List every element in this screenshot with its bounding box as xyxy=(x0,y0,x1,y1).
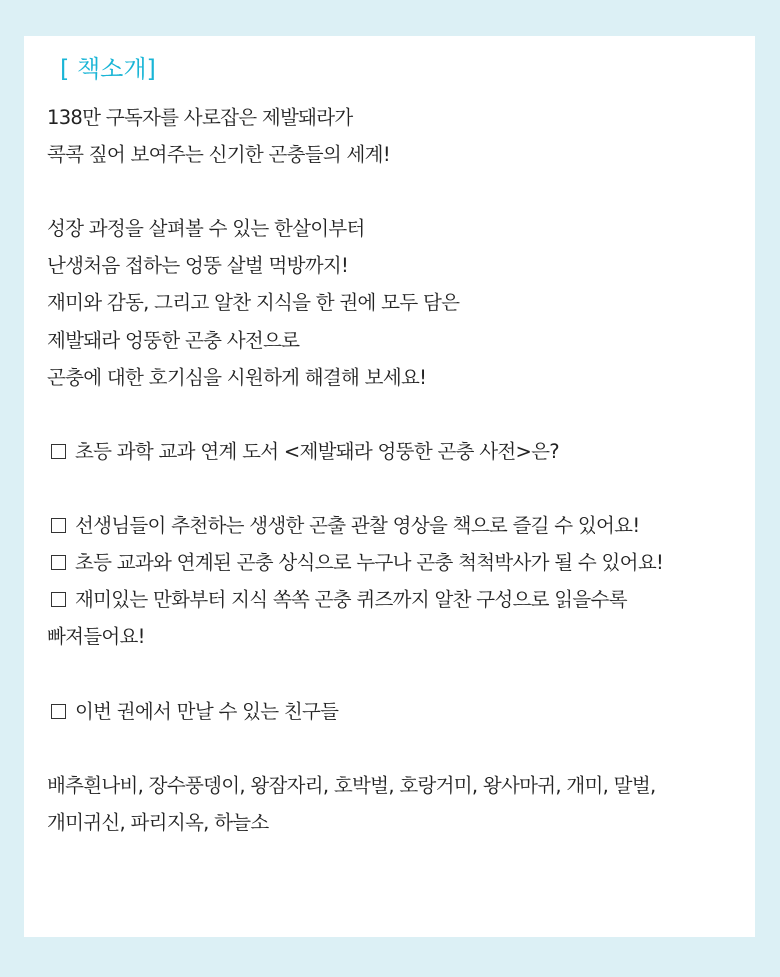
spacer xyxy=(47,173,747,210)
question-item xyxy=(47,433,747,470)
book-intro-card xyxy=(24,36,755,937)
intro-line-2: 콕콕 짚어 보여주는 신기한 곤충들의 세계! xyxy=(47,143,390,167)
feature-item xyxy=(47,581,747,618)
checkbox-icon xyxy=(51,592,66,607)
question-text: 초등 과학 교과 연계 도서 <제발돼라 엉뚱한 곤충 사전>은? xyxy=(75,439,559,463)
friends-list-line-2: 개미귀신, 파리지옥, 하늘소 xyxy=(47,810,269,834)
checkbox-icon xyxy=(51,518,66,533)
checkbox-icon xyxy=(51,555,66,570)
paragraph-line-4: 제발돼라 엉뚱한 곤충 사전으로 xyxy=(47,328,300,352)
feature-item xyxy=(47,507,747,544)
section-heading: [ 책소개] xyxy=(60,55,156,83)
checkbox-icon xyxy=(51,704,66,719)
friends-heading-text: 이번 권에서 만날 수 있는 친구들 xyxy=(75,699,339,723)
spacer xyxy=(47,655,747,692)
paragraph-line-5: 곤충에 대한 호기심을 시원하게 해결해 보세요! xyxy=(47,365,427,389)
checkbox-icon xyxy=(51,444,66,459)
friends-list-line-1: 배추흰나비, 장수풍뎅이, 왕잠자리, 호박벌, 호랑거미, 왕사마귀, 개미, 말벌, xyxy=(47,773,656,797)
paragraph-line-3: 재미와 감동, 그리고 알찬 지식을 한 권에 모두 담은 xyxy=(47,291,460,315)
feature-item xyxy=(47,544,747,581)
intro-line-1: 138만 구독자를 사로잡은 제발돼라가 xyxy=(47,106,353,129)
spacer xyxy=(47,470,747,507)
paragraph-line-2: 난생처음 접하는 엉뚱 살벌 먹방까지! xyxy=(47,254,349,278)
friends-heading-item xyxy=(47,693,747,730)
feature-continuation: 빠져들어요! xyxy=(47,625,145,649)
feature-text: 선생님들이 추천하는 생생한 곤출 관찰 영상을 책으로 즐길 수 있어요! xyxy=(75,514,640,538)
feature-text: 초등 교과와 연계된 곤충 상식으로 누구나 곤충 척척박사가 될 수 있어요! xyxy=(75,551,664,575)
feature-text: 재미있는 만화부터 지식 쏙쏙 곤충 퀴즈까지 알찬 구성으로 읽을수록 xyxy=(75,588,627,612)
book-description xyxy=(47,99,747,841)
spacer xyxy=(47,730,747,767)
spacer xyxy=(47,396,747,433)
paragraph-line-1: 성장 과정을 살펴볼 수 있는 한살이부터 xyxy=(47,217,365,241)
